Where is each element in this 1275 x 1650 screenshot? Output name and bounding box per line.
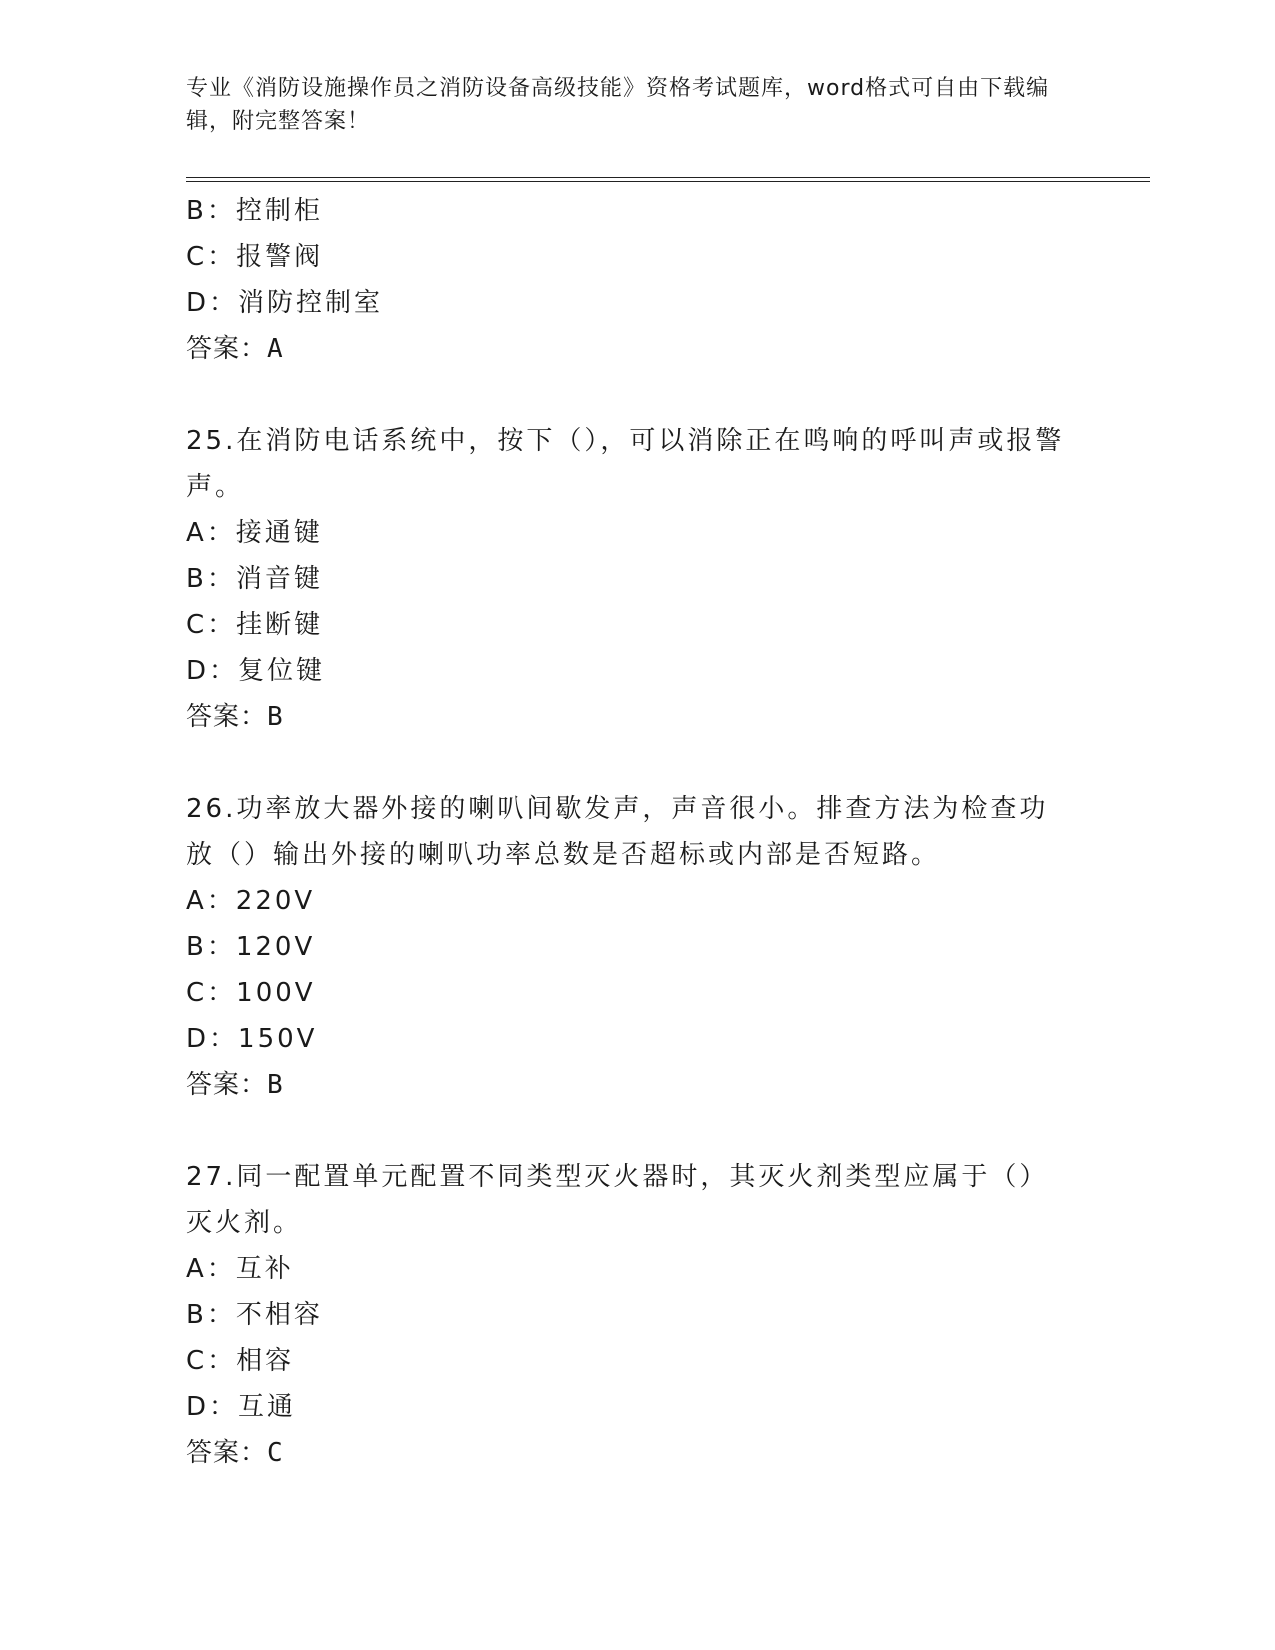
answer-label: 答案： (186, 1438, 268, 1468)
answer-line (186, 326, 1076, 372)
question-block-24 (186, 188, 1076, 372)
option-b (186, 1292, 1076, 1338)
option-key: B： (186, 932, 236, 962)
option-c (186, 1338, 1076, 1384)
option-text: 报警阀 (236, 242, 324, 272)
answer-value: A (267, 334, 284, 364)
answer-value: B (267, 702, 284, 732)
option-text: 150V (238, 1024, 318, 1054)
option-c (186, 234, 1076, 280)
option-text: 100V (236, 978, 316, 1008)
option-key: B： (186, 564, 236, 594)
option-c (186, 602, 1076, 648)
option-text: 220V (235, 886, 316, 916)
option-key: D： (186, 1392, 239, 1422)
question-block-27 (186, 1154, 1076, 1476)
option-text: 互补 (235, 1254, 294, 1284)
option-c (186, 970, 1076, 1016)
question-stem: 27.同一配置单元配置不同类型灭火器时，其灭火剂类型应属于（）灭火剂。 (186, 1162, 1049, 1238)
option-key: A： (186, 518, 236, 548)
option-d (186, 1016, 1076, 1062)
question-list (186, 188, 1076, 1476)
option-text: 相容 (236, 1346, 295, 1376)
option-key: B： (186, 196, 236, 226)
option-key: D： (186, 656, 239, 686)
answer-label: 答案： (186, 1070, 268, 1100)
option-text: 复位键 (238, 656, 326, 686)
question-block-26 (186, 786, 1076, 1108)
option-text: 挂断键 (236, 610, 324, 640)
option-key: C： (186, 1346, 237, 1376)
option-text: 接通键 (235, 518, 323, 548)
option-key: D： (186, 1024, 239, 1054)
document-header: 专业《消防设施操作员之消防设备高级技能》资格考试题库，word格式可自由下载编辑，附完整答案！ (186, 76, 1050, 134)
answer-value: C (267, 1438, 284, 1468)
option-d (186, 648, 1076, 694)
option-a (186, 1246, 1076, 1292)
answer-label: 答案： (186, 334, 268, 364)
question-stem: 26.功率放大器外接的喇叭间歇发声，声音很小。排查方法为检查功放（）输出外接的喇叭功率总数是否超标或内部是否短路。 (186, 794, 1049, 870)
header-divider-bottom (186, 181, 1150, 182)
option-key: C： (186, 610, 237, 640)
answer-line (186, 694, 1076, 740)
header-divider-top (186, 177, 1150, 178)
option-text: 消防控制室 (238, 288, 384, 318)
option-key: D： (186, 288, 239, 318)
option-key: C： (186, 242, 237, 272)
answer-line (186, 1062, 1076, 1108)
option-text: 消音键 (235, 564, 323, 594)
option-b (186, 924, 1076, 970)
option-b (186, 188, 1076, 234)
option-key: C： (186, 978, 237, 1008)
option-key: A： (186, 886, 236, 916)
question-stem: 25.在消防电话系统中，按下（），可以消除正在鸣响的呼叫声或报警声。 (186, 426, 1065, 502)
option-a (186, 878, 1076, 924)
option-text: 互通 (238, 1392, 297, 1422)
option-d (186, 1384, 1076, 1430)
answer-line (186, 1430, 1076, 1476)
option-text: 不相容 (235, 1300, 323, 1330)
answer-value: B (267, 1070, 284, 1100)
option-text: 控制柜 (235, 196, 323, 226)
option-b (186, 556, 1076, 602)
option-d (186, 280, 1076, 326)
option-key: B： (186, 1300, 236, 1330)
option-text: 120V (235, 932, 316, 962)
option-a (186, 510, 1076, 556)
question-block-25 (186, 418, 1076, 740)
answer-label: 答案： (186, 702, 268, 732)
option-key: A： (186, 1254, 236, 1284)
